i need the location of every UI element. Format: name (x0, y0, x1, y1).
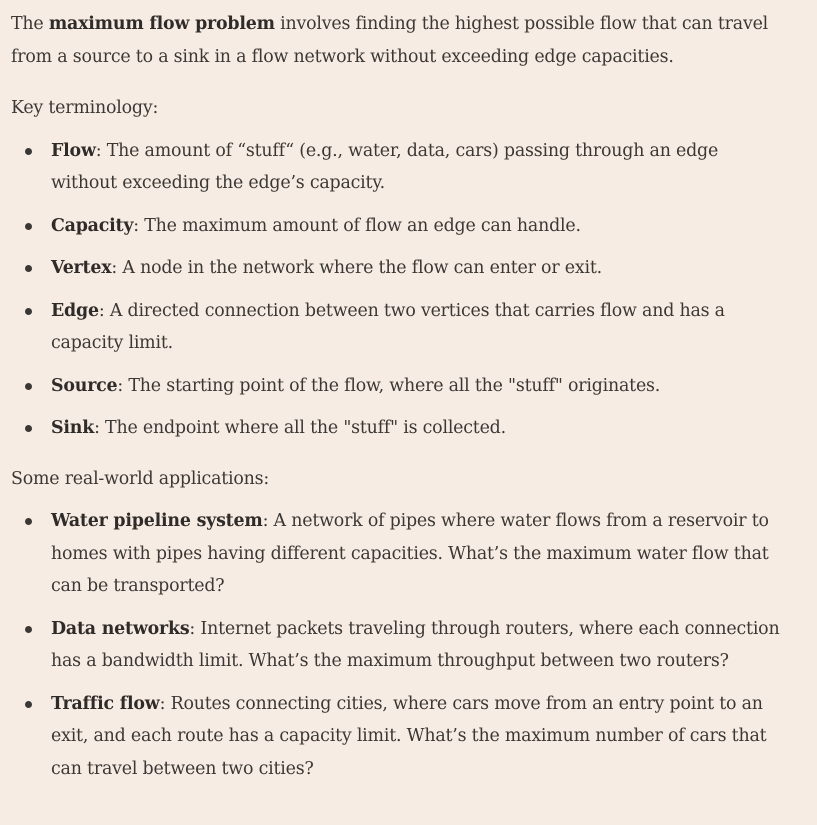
application-label: Traffic flow (51, 693, 160, 714)
term-label: Capacity (51, 215, 134, 236)
list-item-edge (11, 295, 771, 360)
term-description: : The maximum amount of flow an edge can handle. (133, 215, 581, 236)
terminology-heading: Key terminology: (11, 98, 159, 118)
application-label: Data networks (51, 618, 190, 639)
application-label: Water pipeline system (51, 511, 263, 531)
application-description: : Internet packets traveling through routers, where each connection has a bandwidth limit. What’s the maximum throughput between two routers? (51, 618, 780, 671)
term-description: : A node in the network where the flow can enter or exit. (111, 258, 602, 278)
list-item-flow (11, 135, 771, 200)
application-description: : Routes connecting cities, where cars move from an entry point to an exit, and each route has a capacity limit. What’s the maximum number of cars that can travel between two cities? (51, 693, 767, 779)
term-label: Sink (51, 418, 95, 438)
applications-heading: Some real-world applications: (11, 468, 270, 489)
list-item-capacity (11, 210, 771, 243)
bullet-icon (25, 148, 32, 155)
term-label: Source (51, 375, 118, 396)
list-item-sink (11, 412, 771, 445)
bullet-icon (25, 518, 32, 525)
application-description: : A network of pipes where water flows from a reservoir to homes with pipes having different capacities. What’s the maximum water flow that can be transported? (51, 511, 769, 596)
bullet-icon (25, 265, 32, 272)
applications-list (11, 505, 781, 785)
term-description: : The starting point of the flow, where all the "stuff" originates. (117, 375, 661, 396)
bullet-icon (25, 701, 32, 708)
intro-rest: involves finding the highest possible flow that can travel from a source to a sink in a flow network without exceeding edge capacities. (11, 14, 769, 67)
bullet-icon (25, 626, 32, 633)
intro-lead: The (11, 14, 49, 34)
term-description: : A directed connection between two vertices that carries flow and has a capacity limit. (51, 300, 725, 353)
intro-bold-term: maximum flow problem (48, 14, 275, 34)
list-item-source (11, 370, 771, 403)
list-item-traffic-flow (11, 688, 781, 786)
list-item-vertex (11, 252, 771, 285)
list-item-data-networks (11, 613, 781, 678)
term-label: Edge (51, 300, 99, 321)
terminology-list (11, 135, 771, 445)
bullet-icon (25, 383, 32, 390)
term-description: : The amount of “stuff“ (e.g., water, data, cars) passing through an edge without exceeding the edge’s capacity. (51, 140, 719, 193)
intro-paragraph (11, 8, 811, 73)
term-label: Vertex (51, 258, 112, 278)
bullet-icon (25, 223, 32, 230)
term-description: : The endpoint where all the "stuff" is collected. (94, 418, 506, 438)
bullet-icon (25, 425, 32, 432)
list-item-water-pipeline (11, 505, 781, 603)
bullet-icon (25, 308, 32, 315)
term-label: Flow (51, 140, 96, 161)
